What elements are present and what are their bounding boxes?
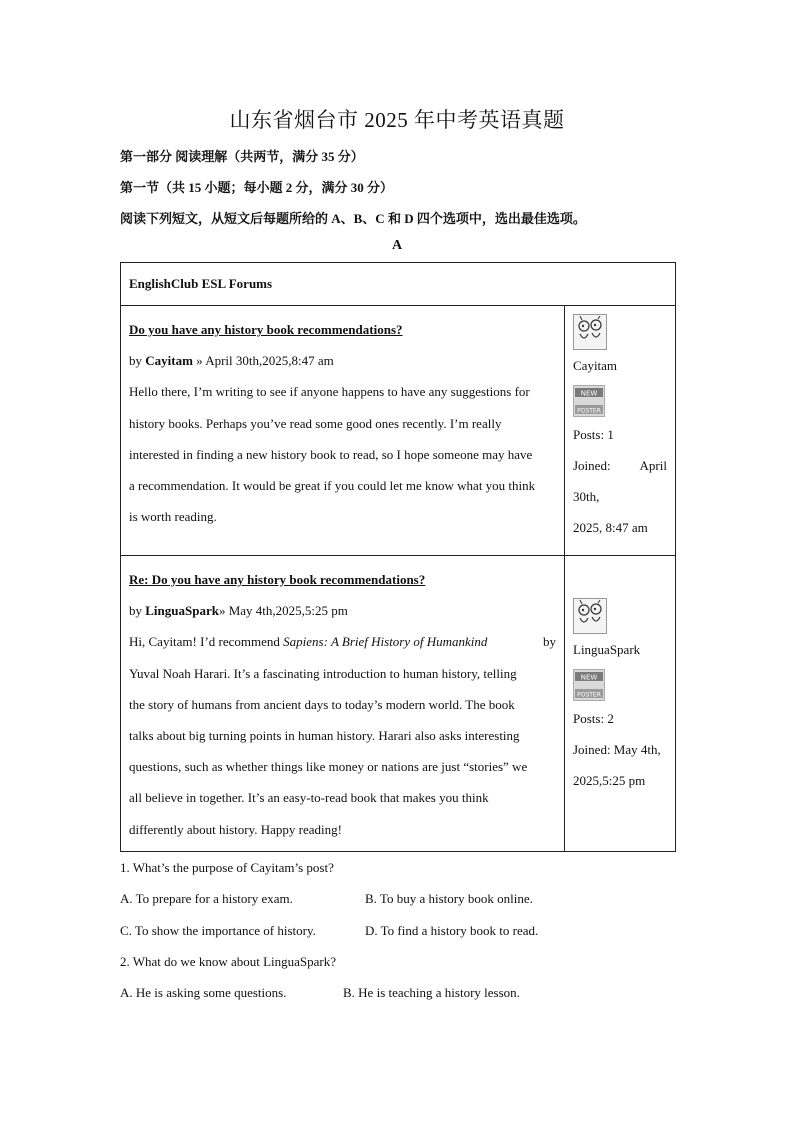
forum-name: EnglishClub ESL Forums: [121, 263, 676, 306]
new-poster-badge-icon: [573, 385, 605, 417]
section-heading: 第一节（共 15 小题；每小题 2 分，满分 30 分）: [120, 180, 394, 195]
post-meta: by LinguaSpark» May 4th,2025,5:25 pm: [129, 603, 348, 619]
post-line: talks about big turning points in human history. Harari also asks interesting: [129, 728, 520, 744]
part-heading: 第一部分 阅读理解（共两节，满分 35 分）: [120, 149, 364, 164]
post-line: Yuval Noah Harari. It’s a fascinating introduction to human history, telling: [129, 665, 517, 681]
avatar-icon[interactable]: [573, 314, 607, 350]
option-a[interactable]: A. He is asking some questions.: [120, 985, 287, 1001]
svg-text:NEW: NEW: [580, 673, 598, 682]
post-line: questions, such as whether things like money or nations are just “stories” we: [129, 759, 528, 775]
post-line: differently about history. Happy reading!: [129, 821, 342, 837]
page-title: 山东省烟台市 2025 年中考英语真题: [229, 108, 565, 132]
user-sidebar: [565, 556, 676, 852]
option-b[interactable]: B. To buy a history book online.: [365, 891, 533, 907]
question-stem: 2. What do we know about LinguaSpark?: [120, 953, 337, 969]
svg-text:POSTER: POSTER: [577, 407, 601, 415]
passage-label: A: [391, 238, 403, 253]
forum-post: [121, 306, 565, 556]
post-title[interactable]: Do you have any history book recommendations?: [129, 322, 403, 337]
new-poster-badge-icon: [573, 669, 605, 701]
svg-text:POSTER: POSTER: [577, 691, 601, 699]
post-line: all believe in together. It’s an easy-to-read book that makes you think: [129, 790, 489, 806]
post-title[interactable]: Re: Do you have any history book recommendations?: [129, 572, 426, 587]
post-line: Hello there, I’m writing to see if anyone happens to have any suggestions for: [129, 384, 530, 400]
book-title: Sapiens: A Brief History of Humankind: [283, 634, 488, 650]
post-line: history books. Perhaps you’ve read some good ones recently. I’m really: [129, 415, 502, 431]
sidebar-joined: Joined: May 4th,: [573, 742, 661, 757]
svg-text:NEW: NEW: [580, 389, 598, 398]
option-c[interactable]: C. To show the importance of history.: [120, 922, 316, 938]
avatar-icon[interactable]: [573, 598, 607, 634]
sidebar-posts: Posts: 1: [573, 427, 614, 442]
option-b[interactable]: B. He is teaching a history lesson.: [343, 985, 520, 1001]
option-row: [120, 883, 680, 914]
sidebar-username[interactable]: Cayitam: [573, 358, 618, 373]
questions: [120, 852, 680, 1008]
post-line: Hi, Cayitam! I’d recommend Sapiens: A Brief History of Humankind by: [129, 634, 556, 650]
post-meta: by Cayitam » April 30th,2025,8:47 am: [129, 353, 334, 369]
option-d[interactable]: D. To find a history book to read.: [365, 922, 539, 938]
forum-post: [121, 556, 565, 852]
sidebar-joined-date: 30th,: [573, 489, 600, 504]
option-row: [120, 915, 680, 946]
sidebar-joined-time: 2025,5:25 pm: [573, 773, 646, 788]
instructions: 阅读下列短文，从短文后每题所给的 A、B、C 和 D 四个选项中，选出最佳选项。: [120, 211, 586, 226]
post-line: interested in finding a new history book to read, so I hope someone may have: [129, 446, 533, 462]
post-author[interactable]: LinguaSpark: [145, 603, 219, 619]
question-stem: 1. What’s the purpose of Cayitam’s post?: [120, 860, 334, 875]
sidebar-username[interactable]: LinguaSpark: [573, 642, 641, 657]
post-line: is worth reading.: [129, 509, 217, 525]
user-sidebar: [565, 306, 676, 556]
forum-table: [120, 262, 676, 852]
option-row: [120, 977, 680, 1008]
post-author[interactable]: Cayitam: [145, 353, 193, 369]
sidebar-posts: Posts: 2: [573, 711, 614, 726]
post-line: a recommendation. It would be great if you could let me know what you think: [129, 478, 536, 494]
post-line: the story of humans from ancient days to today’s modern world. The book: [129, 696, 515, 712]
sidebar-joined-time: 2025, 8:47 am: [573, 520, 648, 535]
sidebar-joined: Joined: April: [573, 458, 667, 473]
option-a[interactable]: A. To prepare for a history exam.: [120, 891, 293, 907]
